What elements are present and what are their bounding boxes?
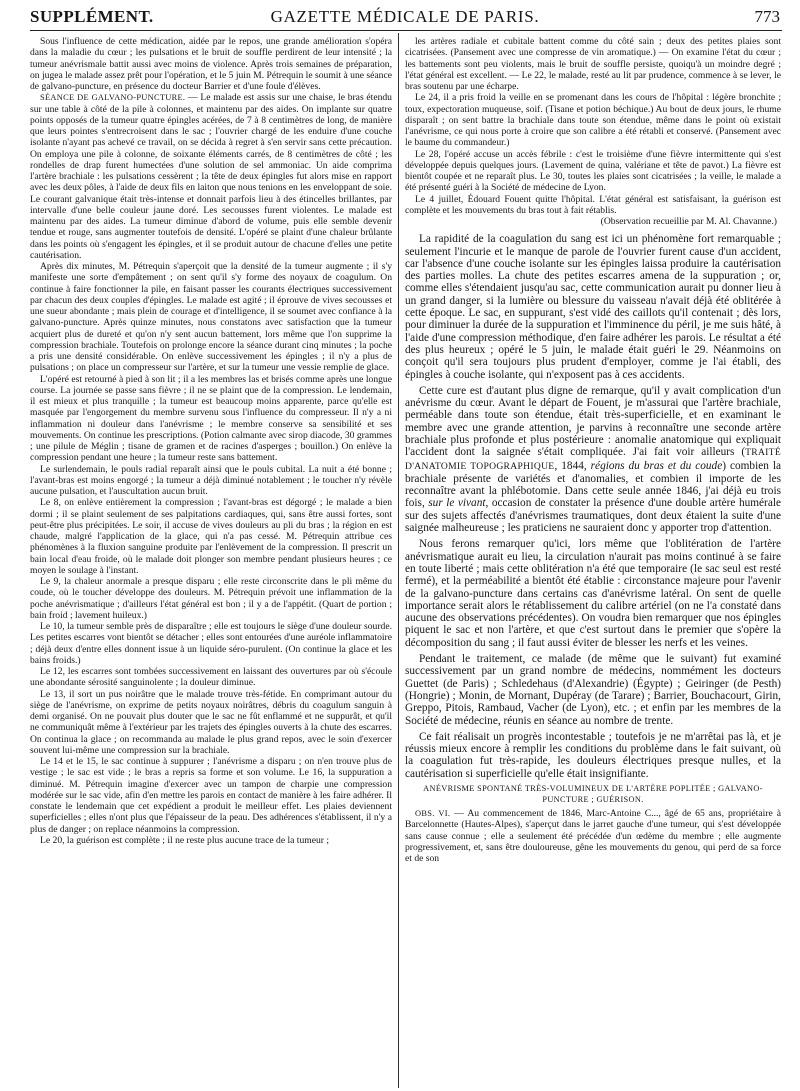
paragraph: Le 12, les escarres sont tombées successivement en laissant des ouvertures par où s'écoule une abondante sérosité sanguinolente ; la douleur diminue. [30, 666, 392, 689]
paragraph: L'opéré est retourné à pied à son lit ; il a les membres las et brisés comme après une longue course. La journée se passe sans fièvre ; il ne se plaint que de la compression. Le lendemain, il est mieux et plus tranquille ; la tumeur est beaucoup moins apparente, parce qu'elle est masquée par l'engorgement du membre survenu sous l'influence du compresseur. Il n'y a ni inflammation ni douleur dans l'anévrisme ; le membre conserve sa sensibilité et ses mouvements. On continue les prescriptions. (Potion calmante avec sirop diacode, 30 grammes ; une pilule de Méglin ; tisane de gramen et de racines d'asperges ; bouillon.) On enlève la compression pendant une heure ; la tumeur reste sans battement. [30, 373, 392, 464]
header-rule [30, 30, 782, 31]
emphasis-text: sur le vivant [428, 497, 486, 510]
book-title: TRAITÉ D'ANATOMIE TOPOGRAPHIQUE [405, 447, 781, 472]
right-column [405, 36, 781, 1089]
paragraph: Nous ferons remarquer qu'ici, lors même que l'oblitération de l'artère anévrismatique aurait eu lieu, la circulation n'aurait pas moins continué à se faire en toute liberté ; mais cette oblitération n'a été que temporaire (le sac seul est resté fermé), et la perméabilité a bientôt été établie : circonstance majeure pour l'avenir de la galvano-puncture dans certains cas d'anévrisme latéral. On sent de quelle importance serait alors le rétablissement du calibre artériel (on ne l'a constaté dans aucune des observations précédentes). On voudra bien remarquer que nos épingles piquent le sac et non l'artère, et que c'est surtout dans le premier que s'opère la décomposition du sang ; il faut aussi éviter de blesser les nerfs et les veines. [405, 538, 781, 649]
paragraph: Le 14 et le 15, le sac continue à suppurer ; l'anévrisme a disparu ; on n'en trouve plus de vestige ; le sac est vide ; le bras a repris sa forme et son volume. Le 16, la suppuration a diminué. M. Pétrequin imagine d'exercer avec un tampon de charpie une compression modérée sur le sac vide, afin d'en mettre les parois en contact de manière à les faire adhérer. Il constate le lendemain que cet expédient a produit le meilleur effet. Les plaies deviennent superficielles ; elles n'ont plus que l'épaisseur de la peau. Des adhérences s'établissent, il n'y a plus de danger ; on replace néanmoins la compression. [30, 756, 392, 835]
paragraph: les artères radiale et cubitale battent comme du côté sain ; deux des petites plaies sont cicatrisées. (Pansement avec une compresse de vin aromatique.) — On examine l'état du cœur ; les battements sont peu violents, mais le bruit de souffle persiste, quoiqu'à un moindre degré ; l'état général est excellent. — Le 22, le malade, resté au lit par prudence, commence à se lever, le bras soutenu par une écharpe. [405, 36, 781, 92]
paragraph: Après dix minutes, M. Pétrequin s'aperçoit que la densité de la tumeur augmente ; il s'y manifeste une sorte d'empâtement ; on sent qu'il s'y forme des noyaux de coagulum. On continue à faire fonctionner la pile, en faisant passer les courants électriques successivement par chacun des deux couples d'épingles. Le malade est agité ; il éprouve de vives secousses et une sueur abondante ; mais plein de courage et d'intelligence, il se soumet avec confiance à la galvano-puncture. Après quinze minutes, nous constatons avec satisfaction que la tumeur acquiert plus de dureté et qu'on n'y sent aucun battement, lors même que l'on supprime la compression brachiale. Toutefois on prolonge encore la séance durant cinq minutes ; la poche a pris une densité considérable. On enlève successivement les épingles ; il n'y a plus de pulsations ; on place un compresseur sur l'artère, et sur la tumeur une vessie remplie de glace. [30, 261, 392, 374]
paragraph: Ce fait réalisait un progrès incontestable ; toutefois je ne m'arrêtai pas là, et je réussis mieux encore à remplir les conditions du problème dans le fait suivant, où la coagulation fut très-rapide, les douleurs électriques presque nulles, et la cautérisation si superficielle qu'elle était insignifiante. [405, 730, 781, 780]
paragraph [30, 92, 392, 261]
paragraph: Le 28, l'opéré accuse un accès fébrile : c'est le troisième d'une fièvre intermittente qui s'est développée depuis quelques jours. (Lavement de quina, valériane et tête de pavot.) La fièvre est bientôt coupée et ne reparaît plus. Le 30, toutes les plaies sont cicatrisées ; la veille, le malade a été présenté guéri à la Société de médecine de Lyon. [405, 148, 781, 194]
paragraph-text: ) combien la brachiale présente de variétés et d'anomalies, et combien il importe de les reconnaître avant la phlébotomie. Dans cette seule année 1846, j'ai déjà eu trois fois, [405, 459, 781, 510]
book-section: régions du bras et du coude [590, 459, 723, 472]
paragraph-text: — Au commencement de 1846, Marc-Antoine C..., âgé de 65 ans, propriétaire à Barcelonnette (Hautes-Alpes), s'aperçut dans le jarret gauche d'une tumeur, qui s'est développée sans cause connue ; elle a seulement été précédée d'un œdème du membre ; elle augmente progressivement, et, sans être douloureuse, gêne les mouvements du genou, qui perd de sa force et de son [405, 808, 781, 865]
observation-lead: OBS. VI. [415, 809, 451, 819]
left-column [30, 36, 392, 1089]
paragraph-text: , 1844, [554, 459, 591, 472]
paragraph: Pendant le traitement, ce malade (de même que le suivant) fut examiné successivement par un grand nombre de médecins, nommément les docteurs Guettet (de Paris) ; Schledehaus (d'Alexandrie) (Égypte) ; Geiringer (de Pesth) (Hongrie) ; Monin, de Mornant, Dupéray (de Tarare) ; Barrier, Bouchacourt, Girin, Greppo, Pitois, Rambaud, Vacher (de Lyon), etc. ; et enfin par les membres de la Société de médecine, réunis en séance au nombre de trente. [405, 653, 781, 727]
paragraph: Sous l'influence de cette médication, aidée par le repos, une grande amélioration s'opéra dans la maladie du cœur ; les pulsations et le bruit de souffle perdirent de leur intensité ; la tumeur anévrismale battit aussi avec moins de violence. Après trois semaines de préparation, on jugea le malade assez prêt pour l'opération, et le 5 juin M. Pétrequin le soumit à une séance de galvano-puncture, en présence du docteur Barrier et d'une foule d'élèves. [30, 36, 392, 92]
paragraph: Le 20, la guérison est complète ; il ne reste plus aucune trace de la tumeur ; [40, 834, 330, 846]
observation-credit: (Observation recueillie par M. Al. Chavanne.) [600, 216, 777, 227]
paragraph-text: , occasion de constater la présence d'une double artère humérale sur des sujets affectés d'anévrismes traumatiques, dont deux étaient la suite d'une saignée malheureuse ; les praticiens ne sauraient donc y apporter trop d'attention. [405, 497, 781, 535]
paragraph [405, 385, 781, 535]
paragraph: Le 13, il sort un pus noirâtre que le malade trouve très-fétide. En comprimant autour du siège de l'anévrisme, on exprime de petits noyaux noirâtres, débris du coagulum sanguin à demi organisé. On ne pouvait plus douter que le sac ne fût enflammé et ne suppurât, et qu'il ne communiquât même à l'extérieur par les trajets des épingles ouverts à la chute des escarres. On continua la glace ; on recommanda au malade le plus grand repos, avec le soin d'exercer souvent lui-même une compression sur la brachiale. [30, 688, 392, 756]
section-label: SUPPLÉMENT. [30, 7, 154, 26]
paragraph-text: Cette cure est d'autant plus digne de remarque, qu'il y avait complication d'un anévrisme du cœur. Avant le départ de Fouent, je m'assurai que l'artère brachiale, perméable dans toute son étendue, était très-superficielle, et en examinant le membre avec une grande attention, je parvins à reconnaître une seconde artère brachiale plus profonde et plus postérieure : anomalie anatomique qui expliquait l'accident dont la saignée s'était compliquée. J'ai fait voir ailleurs ( [405, 384, 781, 459]
column-divider [398, 33, 399, 1088]
paragraph: Le 8, on enlève entièrement la compression ; l'avant-bras est dégorgé ; le malade a bien dormi ; il se plaint seulement de ses palpitations cardiaques, qui, sans être aussi fortes, sont peut-être plus précipitées. Le soir, il accuse de vives douleurs au pli du bras ; la région en est chaude, malgré l'application de la glace, qui n'a pas cessé. M. Pétrequin attribue ces phénomènes à la fluxion sanguine produite par l'enlèvement de la compression. Il prescrit un bain local d'eau froide, où le malade doit plonger son membre pendant plusieurs heures ; ce moyen le soulage à l'instant. [30, 497, 392, 576]
case-continuation [405, 36, 781, 227]
paragraph [405, 808, 781, 864]
paragraph: La rapidité de la coagulation du sang est ici un phénomène fort remarquable ; seulement l'incurie et le manque de parole de l'ouvrier furent cause d'un accident, car l'absence d'une couche isolante sur les épingles laissa produire la cautérisation des parties molles. La chute des petites escarres amena de la suppuration ; or, comme elles s'étendaient jusqu'au sac, cette communication aurait pu donner lieu à un grand danger, si la lumière ou blessure du vaisseau n'avait déjà été oblitérée à cette époque. Le sac, en suppurant, s'est vidé des caillots qu'il contenait ; dès lors, pour diminuer la durée de la suppuration et l'imminence du péril, je me suis hâté, à l'aide d'une compression méthodique, d'en faire adhérer les parois. Le résultat a été des plus heureux ; opéré le 5 juin, le malade était guéri le 29. Néanmoins on conçoit qu'il sera toujours plus prudent d'employer, comme je l'ai établi, des épingles à couche isolante, qui n'exposent pas à ces accidents. [405, 233, 781, 381]
paragraph: Le 4 juillet, Édouard Fouent quitte l'hôpital. L'état général est satisfaisant, la guérison est complète et les mouvements du bras tout à fait rétablis. [405, 193, 781, 216]
page-number: 773 [754, 7, 780, 26]
journal-title: GAZETTE MÉDICALE DE PARIS. [270, 7, 540, 26]
paragraph: Le 10, la tumeur semble près de disparaître ; elle est toujours le siège d'une douleur sourde. Les petites escarres vont bientôt se détacher ; elles sont entourées d'une auréole inflammatoire ; déjà deux d'entre elles donnent issue à un liquide séro-purulent. (On continue la glace et les bains froids.) [30, 621, 392, 666]
case-heading: ANÉVRISME SPONTANÉ TRÈS-VOLUMINEUX DE L'ARTÈRE POPLITÉE ; GALVANO-PUNCTURE ; GUÉRISON. [423, 784, 763, 804]
observation-vi [405, 808, 781, 864]
paragraph: Le 24, il a pris froid la veille en se promenant dans les cours de l'hôpital : légère bronchite ; toux, expectoration muqueuse, soif. (Tisane et potion béchique.) Au bout de deux jours, le rhume disparaît ; on sent battre la brachiale dans toute son étendue, même dans le point où existait l'anévrisme, ce qui nous porte à croire que son calibre a été rétabli et conservé. (Pansement avec le baume du commandeur.) [405, 92, 781, 149]
paragraph: Le surlendemain, le pouls radial reparaît ainsi que le pouls cubital. La nuit a été bonne ; l'avant-bras est moins engorgé ; la tumeur a déjà diminué notablement ; le toucher n'y révèle aucune pulsation, et l'auscultation aucun bruit. [30, 463, 392, 497]
paragraph: Le 9, la chaleur anormale a presque disparu ; elle reste circonscrite dans le pli même du coude, où le toucher développe des douleurs. M. Pétrequin prévoit une inflammation de la poche anévrismatique ; d'ailleurs l'état général est bon ; il y a de l'appétit. (Quart de portion ; bain froid ; lavement huileux.) [30, 576, 392, 621]
section-lead: SÉANCE DE GALVANO-PUNCTURE. [40, 93, 186, 103]
author-commentary [405, 233, 781, 780]
paragraph-text: — Le malade est assis sur une chaise, le bras étendu sur une table à côté de la pile à colonnes, et maintenu par des aides. On implante sur quatre points opposés de la tumeur quatre épingles acérées, de 7 à 8 centimètres de long, de manière que leurs pointes s'entrecroisent dans le sac ; l'ouvrier chargé de les enduire d'une couche isolante n'ayant pas achevé ce travail, on se décida à regret à s'en servir sans cette précaution. On employa une pile à colonne, de soixante éléments carrés, de 8 centimètres de côté ; les rondelles de drap furent humectées d'une solution de sel ammoniac. Un aide comprima l'artère brachiale : les pulsations cessèrent ; la tête de deux épingles fut alors mise en rapport avec les deux pôles, à l'aide de deux fils en laiton que nous tenions en les enveloppant de soie. Le courant galvanique était très-intense et donnait parfois lieu à des étincelles brillantes, par intervalle d'une belle couleur jaune doré. Les secousses furent violentes. Le malade est maintenu par des aides. La tumeur diminue d'abord de volume, puis elle semble devenir tendue et rouge, sans augmenter toutefois de densité. L'opéré se plaint d'une chaleur brûlante dans les points où s'engagent les épingles, et il se produit autour de chacune d'elles une petite cautérisation. [30, 92, 392, 261]
masthead [30, 5, 780, 29]
